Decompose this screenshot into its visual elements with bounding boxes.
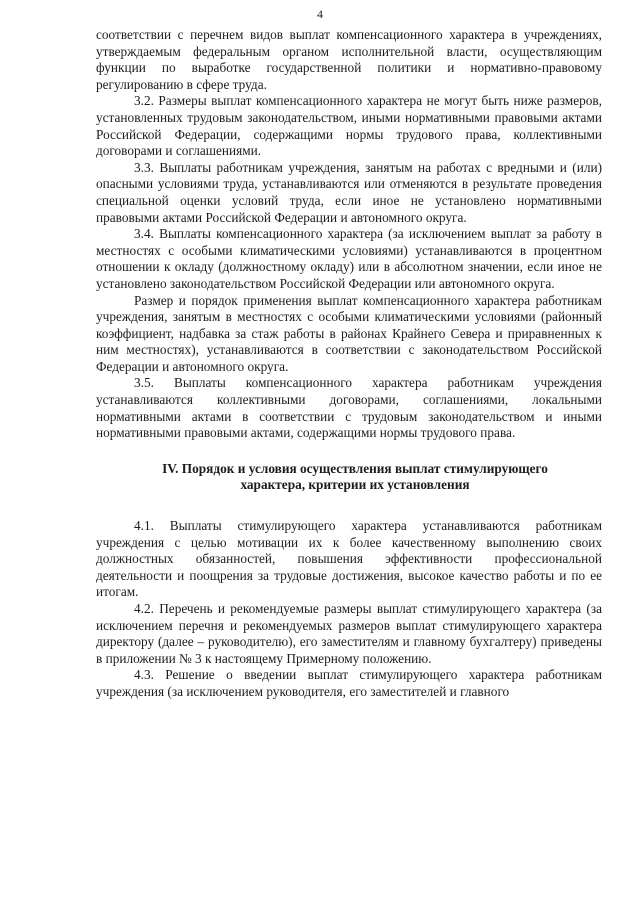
paragraph-3-4-continued: Размер и порядок применения выплат компенсационного характера работникам учреждения, занятым в местностях с особыми климатическими условиями (районный коэффициент, надбавка за стаж работы в районах Крайнего Севера и приравненных к ним местностях), устанавливаются в соответствии с законодательством Российской Федерации и автономного округа.: [96, 292, 602, 374]
paragraph-3-5: 3.5. Выплаты компенсационного характера работникам учреждения устанавливаются коллективными договорами, соглашениями, локальными нормативными актами в соответствии с трудовым законодательством и иными нормативными правовыми актами, содержащими нормы трудового права.: [96, 375, 602, 441]
paragraph-continuation: соответствии с перечнем видов выплат компенсационного характера в учреждениях, утверждаемым федеральным органом исполнительной власти, осуществляющим функции по выработке государственной политики и нормативно-правовому регулированию в сфере труда.: [96, 27, 602, 92]
paragraph-3-2: 3.2. Размеры выплат компенсационного характера не могут быть ниже размеров, установленных трудовым законодательством, иными нормативными правовыми актами Российской Федерации, содержащими нормы трудового права, коллективными договорами и соглашениями.: [96, 93, 602, 159]
page-number: 4: [317, 7, 323, 21]
paragraph-4-2: 4.2. Перечень и рекомендуемые размеры выплат стимулирующего характера (за исключением перечня и рекомендуемых размеров выплат стимулирующего характера директору (далее – руководителю), его заместителям и главному бухгалтеру) приведены в приложении № 3 к настоящему Примерному положению.: [96, 601, 602, 666]
paragraph-3-3: 3.3. Выплаты работникам учреждения, занятым на работах с вредными и (или) опасными условиями труда, устанавливаются или отменяются в результате проведения специальной оценки условий труда, если иное не установлено нормативными правовыми актами Российской Федерации и автономного округа.: [96, 159, 602, 225]
document-body: [96, 27, 602, 701]
section-heading: IV. Порядок и условия осуществления выплат стимулирующего характера, критерии их установления: [162, 460, 548, 493]
paragraph-4-3: 4.3. Решение о введении выплат стимулирующего характера работникам учреждения (за исключением руководителя, его заместителей и главного: [96, 667, 602, 699]
paragraph-3-4: 3.4. Выплаты компенсационного характера (за исключением выплат за работу в местностях с особыми климатическими условиями) устанавливаются в процентном отношении к окладу (должностному окладу) или в абсолютном значении, если иное не установлено законодательством Российской Федерации или автономного округа.: [96, 226, 602, 291]
paragraph-4-1: 4.1. Выплаты стимулирующего характера устанавливаются работникам учреждения с целью мотивации их к более качественному выполнению своих должностных обязанностей, повышения эффективности профессиональной деятельности и поощрения за трудовые достижения, высокое качество работы и по ее итогам.: [96, 518, 602, 600]
